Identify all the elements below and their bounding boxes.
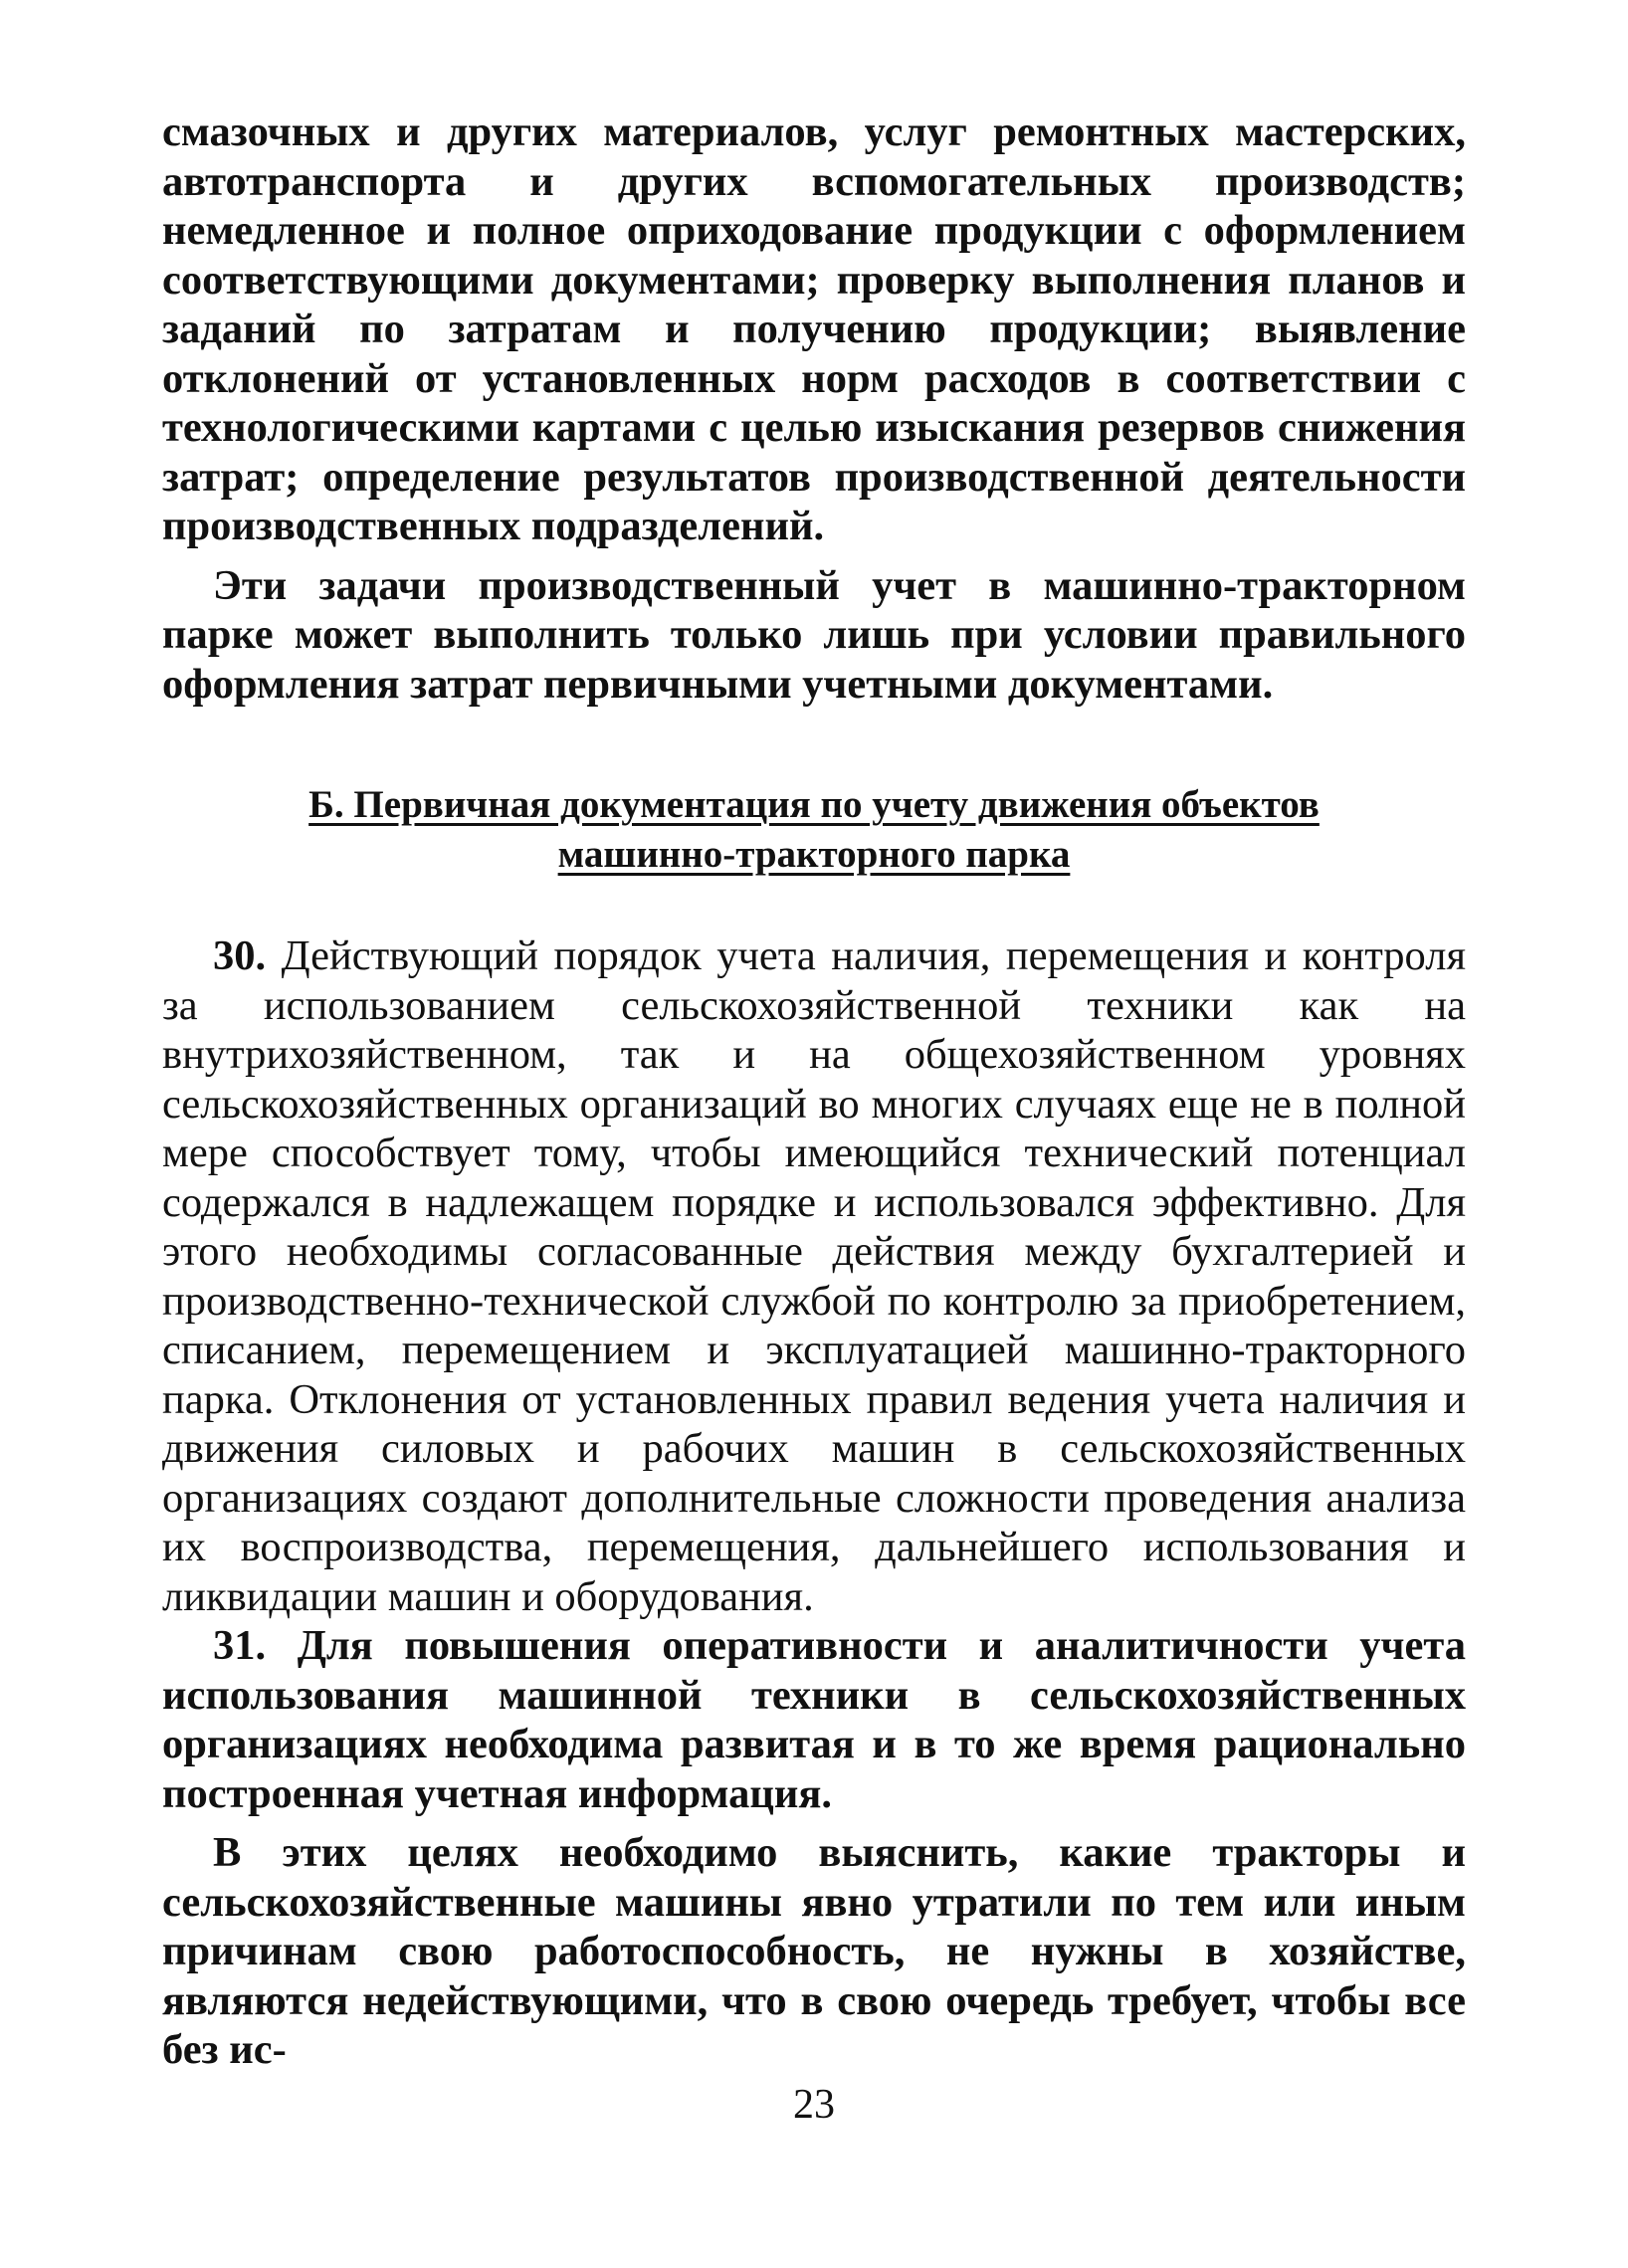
item-30-number: 30. xyxy=(213,932,267,979)
section-heading xyxy=(162,780,1466,880)
section-heading-line-1: Б. Первичная документация по учету движения объектов xyxy=(308,783,1320,826)
page-body xyxy=(162,107,1466,2075)
item-31-text: Для повышения оперативности и аналитичности учета использования машинной техники в сельскохозяйственных организациях необходима развитая и в то же время рационально построенная учетная информация. xyxy=(162,1622,1466,1817)
item-30-text: Действующий порядок учета наличия, перемещения и контроля за использованием сельскохозяйственной техники как на внутрихозяйственном, так и на общехозяйственном уровнях сельскохозяйственных организаций во многих случаях еще не в полной мере способствует тому, чтобы имеющийся технический потенциал содержался в надлежащем порядке и использовался эффективно. Для этого необходимы согласованные действия между бухгалтерией и производственно-технической службой по контролю за приобретением, списанием, перемещением и эксплуатацией машинно-тракторного парка. Отклонения от установленных правил ведения учета наличия и движения силовых и рабочих машин в сельскохозяйственных организациях создают дополнительные сложности проведения анализа их воспроизводства, перемещения, дальнейшего использования и ликвидации машин и оборудования. xyxy=(162,932,1466,1620)
heading-spacer xyxy=(162,880,1466,931)
item-31-number: 31. xyxy=(213,1622,267,1669)
paragraph-spacer xyxy=(162,1818,1466,1828)
item-30-paragraph xyxy=(162,931,1466,1621)
item-31-paragraph xyxy=(162,1621,1466,1818)
section-heading-line-2: машинно-тракторного парка xyxy=(557,833,1071,876)
paragraph-spacer xyxy=(162,551,1466,561)
paragraph-tasks: Эти задачи производственный учет в машинно-тракторном парке может выполнить только лишь при условии правильного оформления затрат первичными учетными документами. xyxy=(162,561,1466,708)
page-number: 23 xyxy=(793,2082,835,2128)
paragraph-continuation: смазочных и других материалов, услуг ремонтных мастерских, автотранспорта и других вспомогательных производств; немедленное и полное оприходование продукции с оформлением соответствующими документами; проверку выполнения планов и заданий по затратам и получению продукции; выявление отклонений от установленных норм расходов в соответствии с технологическими картами с целью изыскания резервов снижения затрат; определение результатов производственной деятельности производственных подразделений. xyxy=(162,108,1466,549)
paragraph-last: В этих целях необходимо выяснить, какие тракторы и сельскохозяйственные машины явно утратили по тем или иным причинам свою работоспособность, не нужны в хозяйстве, являются недействующими, что в свою очередь требует, чтобы все без ис- xyxy=(162,1829,1466,2073)
